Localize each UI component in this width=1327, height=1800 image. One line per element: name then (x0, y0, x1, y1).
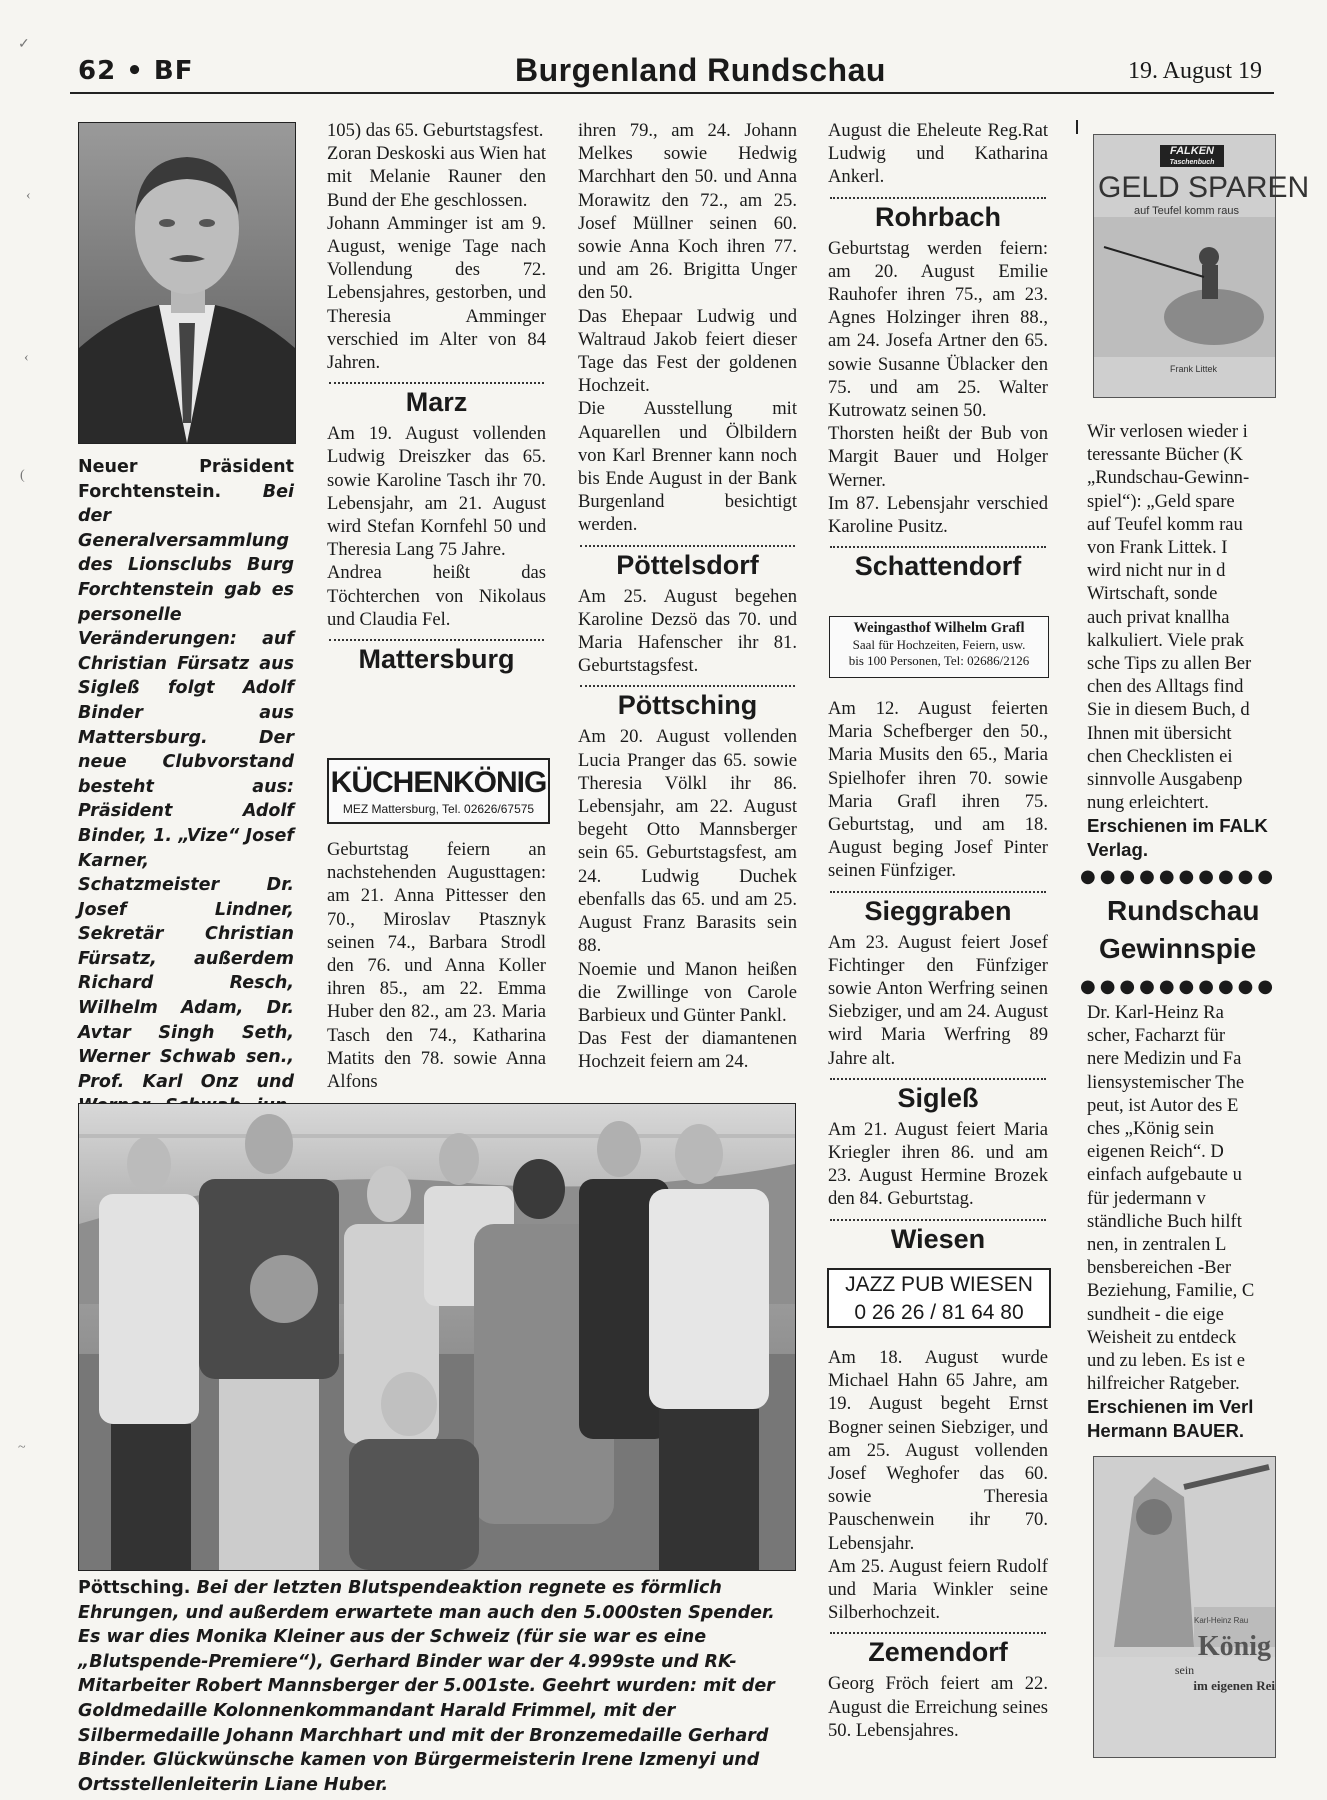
sidebar-line: ches „König sein (1087, 1118, 1215, 1140)
ad-line: bis 100 Personen, Tel: 02686/2126 (848, 653, 1030, 668)
scan-speck: ~ (18, 1440, 26, 1455)
caption-text: Bei der Generalversammlung des Lionsclubs Burg Forchtenstein gab es personelle Veränderungen: auf Christian Fürsatz aus Sigleß folgt Adolf Binder aus Mattersburg. Der neue Clubvorstand besteht aus: Präsident Adolf Binder, 1. „Vize“ Josef Karner, Schatzmeister Dr. Josef Lindner, Sekretär Christian Fürsatz, außerdem Richard Resch, Wilhelm Adam, Dr. Avtar Singh Seth, Werner Schwab sen., Prof. Karl Onz und (78, 481, 294, 1092)
article-text: Am 12. August feierten Maria Schefberger den 50., Maria Musits den 65., Maria Spielhofer ihren 70. sowie Maria Grafl ihren 75. Geburtstag, und am 18. August beging Josef Pinter seinen Fünfziger. (828, 698, 1048, 882)
article-text: ihren 79., am 24. Johann Melkes sowie Hedwig Marchhart den 50. und Anna Morawitz den 72., am 25. Josef Müllner seinen 60. sowie Anna Koch ihren 77. und am 26. Brigitta Unger den 50. (578, 120, 797, 304)
sidebar-heading-rundschau: Rundschau (1107, 895, 1260, 926)
dotted-divider (329, 639, 544, 641)
column-4-bottom (828, 1346, 1048, 1742)
sidebar-text-2 (1087, 1001, 1274, 1442)
ad-title: Weingasthof Wilhelm Grafl (853, 620, 1025, 636)
section-heading-poettelsdorf: Pöttelsdorf (616, 549, 759, 580)
newspaper-title: Burgenland Rundschau (515, 52, 886, 88)
sidebar-line: Verlag. (1087, 838, 1148, 860)
article-text: Geburtstag feiern an nachstehenden Augusttagen: am 21. Anna Pittesser den 70., Miroslav Ptasznyk seinen 74., Barbara Strodl den 76. und Anna Koller ihren 85., am 22. Emma Huber den 82., am 23. Maria Tasch den 74., Katharina Matits den 78. sowie Anna Alfons (327, 839, 546, 1093)
book-cover-koenig (1093, 1456, 1276, 1758)
sidebar-line: eigenen Reich“. D (1087, 1141, 1224, 1163)
book-title: GELD SPAREN (1098, 171, 1310, 204)
book-title: König (1197, 1631, 1271, 1662)
column-2 (327, 119, 546, 679)
article-text: Am 19. August vollenden Ludwig Dreiszker das 65. sowie Karoline Tasch ihr 70. Lebensjahr, am 21. August wird Stefan Kornfehl 50 und Theresia Lang 75 Jahre. (327, 423, 546, 561)
group-photo-caption (78, 1576, 794, 1797)
sidebar-line: und zu leben. Es ist e (1087, 1350, 1246, 1372)
book-subtitle: auf Teufel komm raus (1134, 205, 1239, 217)
sidebar-line: Ihnen mit übersicht (1087, 722, 1232, 744)
sidebar-line: auch privat knallha (1087, 606, 1230, 628)
article-text: Die Ausstellung mit Aquarellen und Ölbildern von Karl Brenner kann noch bis Ende August in der Bank Burgenland besichtigt werden. (578, 398, 797, 536)
sidebar-line: Dr. Karl-Heinz Ra (1087, 1002, 1224, 1023)
dotted-divider (830, 1219, 1046, 1221)
article-text: Am 23. August feiert Josef Fichtinger den Fünfziger sowie Anton Werfring seinen Siebziger, und am 24. August wird Maria Werfring 89 Jahre alt. (828, 931, 1048, 1069)
dotted-divider (830, 891, 1046, 893)
article-text: Georg Fröch feiert am 22. August die Erreichung seines 50. Lebensjahres. (828, 1673, 1048, 1741)
sidebar-line: Wirtschaft, sonde (1087, 583, 1218, 605)
section-heading-rohrbach: Rohrbach (874, 201, 1001, 232)
caption-text: Bei der letzten Blutspendeaktion regnete es förmlich Ehrungen, und außerdem erwartete man auch den 5.000sten Spender. Es war dies Monika Kleiner aus der Schweiz (für sie war es eine „Blutspende-Premiere“), Gerhard Binder war der 4.999ste und RK-Mitarbeiter Robert Mannsberger der 5.001ste. Geehrt wurden: mit der Goldmedaille Kolonnenkommandant Harald Frimmel, mit der Silbermedaille Johann Marchhart und mit der Bronzemedaille Gerhard Binder. Glückwünsche kamen von Bürgermeisterin Irene Izmenyi und Ortsstellenleiterin Liane Huber. (78, 1578, 775, 1795)
article-text: Am 20. August vollenden Lucia Pranger das 65. sowie Theresia Völkl ihr 86. Lebensjahr, am 22. August begeht Otto Mannsberger sein 65. Geburtstagsfest, am 24. Ludwig Duchek ebenfalls das 65. und am 25. August Franz Barasits sein 88. (578, 726, 797, 957)
issue-date: 19. August 19 (1128, 58, 1263, 84)
scan-speck: ✓ (18, 37, 30, 52)
article-text: 105) das 65. Geburtstagsfest. (327, 120, 544, 141)
book-illustration (1094, 1457, 1275, 1657)
article-text: Im 87. Lebensjahr verschied Karoline Pusitz. (828, 492, 1048, 538)
sidebar-line: von Frank Littek. I (1087, 537, 1228, 559)
sidebar-line: teressante Bücher (K (1087, 444, 1243, 466)
sidebar-line: auf Teufel komm rau (1087, 513, 1243, 535)
sidebar-tick (1076, 120, 1078, 134)
sidebar-line: nung erleichtert. (1087, 792, 1209, 814)
sidebar-text-1 (1087, 420, 1274, 861)
sidebar-line: „Rundschau-Gewinn- (1087, 467, 1250, 489)
column-3 (578, 119, 797, 1074)
ad-jazz-pub (827, 1268, 1051, 1328)
sidebar-line: scher, Facharzt für (1087, 1025, 1226, 1047)
column-4 (828, 119, 1048, 586)
scan-speck: ‹ (26, 188, 31, 203)
article-text: August die Eheleute Reg.Rat Ludwig und Katharina Ankerl. (828, 120, 1048, 188)
article-text: Johann Amminger ist am 9. August, wenige Tage nach Vollendung des 72. Lebensjahres, gestorben, und Theresia Amminger verschied im Alter von 84 Jahren. (327, 212, 546, 374)
dotted-divider (580, 685, 795, 687)
scan-speck: ‹ (24, 350, 29, 365)
book-author: Karl-Heinz Rau (1194, 1616, 1249, 1625)
sidebar-line: Erschienen im FALK (1087, 815, 1268, 837)
sidebar-line: für jedermann v (1087, 1187, 1206, 1209)
ad-line: Saal für Hochzeiten, Feiern, usw. (852, 637, 1026, 652)
ad-kuechenkoenig (327, 758, 550, 824)
book-subtitle: sein (1174, 1663, 1195, 1677)
sidebar-line: Weisheit zu entdeck (1087, 1326, 1237, 1348)
sidebar-line: Erschienen im Verl (1087, 1396, 1254, 1418)
dotted-divider (830, 546, 1046, 548)
sidebar-line: Wir verlosen wieder i (1087, 421, 1248, 442)
sidebar-line: nen, in zentralen L (1087, 1234, 1227, 1256)
ad-title: JAZZ PUB WIESEN (845, 1273, 1033, 1296)
sidebar-line: wird nicht nur in d (1087, 560, 1226, 582)
dotted-divider (329, 382, 544, 384)
article-text: Noemie und Manon heißen die Zwillinge von Carole Barbieux und Günter Pankl. (578, 958, 797, 1026)
article-text: Am 25. August feiern Rudolf und Maria Winkler seine Silberhochzeit. (828, 1555, 1048, 1624)
sidebar-line: chen des Alltags find (1087, 676, 1244, 698)
section-heading-sieggraben: Sieggraben (864, 895, 1012, 926)
sidebar-line: sinnvolle Ausgabenp (1087, 769, 1243, 791)
portrait-caption (78, 455, 294, 1193)
page-number-section: 62 • BF (78, 56, 194, 86)
section-heading-zemendorf: Zemendorf (868, 1637, 1008, 1668)
sidebar-line: bensbereichen -Ber (1087, 1257, 1232, 1279)
sidebar-line: sche Tips zu allen Ber (1087, 653, 1252, 675)
section-heading-sigless: Sigleß (897, 1082, 979, 1113)
section-heading-wiesen: Wiesen (890, 1223, 986, 1254)
caption-lead: Pöttsching. (78, 1578, 191, 1598)
sidebar-line: Hermann BAUER. (1087, 1419, 1245, 1441)
article-text: Am 18. August wurde Michael Hahn 65 Jahre, am 19. August begeht Ernst Bogner seinen Siebziger, und am 25. August vollenden Josef Weghofer das 60. sowie Theresia Pauschenwein ihr 70. Lebensjahr. (828, 1347, 1048, 1554)
sidebar-line: sundheit - die eige (1087, 1303, 1224, 1325)
column-2-cont (327, 838, 546, 1093)
sidebar-line: Sie in diesem Buch, d (1087, 699, 1250, 721)
dotted-divider (830, 1078, 1046, 1080)
bullet-divider: ●●●●●●●●●● (1080, 866, 1278, 887)
bullet-divider: ●●●●●●●●●● (1080, 976, 1278, 997)
section-heading-marz: Marz (405, 387, 468, 418)
book-brand: FALKEN (1170, 145, 1214, 157)
portrait-photo (78, 122, 296, 444)
header-rule (70, 92, 1274, 94)
article-text: Zoran Deskoski aus Wien hat mit Melanie Rauner den Bund der Ehe geschlossen. (327, 143, 546, 211)
section-heading-poettsching: Pöttsching (617, 690, 758, 721)
article-text: Am 21. August feiert Maria Kriegler ihren 86. und am 23. August Hermine Brozek den 84. Geburtstag. (828, 1118, 1048, 1210)
book-illustration (1094, 217, 1275, 357)
article-text: Das Fest der diamantenen Hochzeit feiern am 24. (578, 1028, 797, 1073)
scan-speck: ( (20, 468, 25, 483)
dotted-divider (580, 545, 795, 547)
sidebar-line: chen Checklisten ei (1087, 745, 1233, 767)
sidebar-line: nere Medizin und Fa (1087, 1048, 1242, 1070)
caption-lead: Neuer Präsident Forchtenstein. (78, 457, 294, 502)
ad-brand: KÜCHENKÖNIG (330, 766, 547, 799)
ad-contact: MEZ Mattersburg, Tel. 02626/67575 (342, 802, 535, 816)
article-text: Das Ehepaar Ludwig und Waltraud Jakob feiert dieser Tage das Fest der goldenen Hochzeit. (578, 305, 797, 397)
dotted-divider (830, 197, 1046, 199)
sidebar-line: Beziehung, Familie, C (1087, 1280, 1255, 1302)
sidebar-line: hilfreicher Ratgeber. (1087, 1373, 1240, 1395)
book-subtitle: im eigenen Rei (1193, 1678, 1275, 1693)
dotted-divider (830, 1632, 1046, 1634)
column-4-mid (828, 697, 1048, 1259)
section-heading-mattersburg: Mattersburg (358, 644, 515, 675)
book-cover-geld-sparen (1093, 134, 1310, 398)
sidebar-heading-gewinnspiel: Gewinnspie (1099, 933, 1257, 964)
article-text: Geburtstag werden feiern: am 20. August Emilie Rauhofer ihren 75., am 23. Agnes Holzinger ihren 88., am 24. Josefa Artner den 65. sowie Susanne Üblacker den 75. und am 25. Walter Kutrowatz seinen 50. (828, 237, 1048, 422)
sidebar-line: einfach aufgebaute u (1087, 1164, 1242, 1186)
sidebar-line: spiel“): „Geld spare (1087, 490, 1235, 512)
article-text: Thorsten heißt der Bub von Margit Bauer und Holger Werner. (828, 423, 1048, 491)
ad-phone: 0 26 26 / 81 64 80 (854, 1301, 1024, 1324)
sidebar-line: peut, ist Autor des E (1087, 1094, 1239, 1116)
article-text: Andrea heißt das Töchterchen von Nikolaus und Claudia Fel. (327, 562, 546, 630)
section-heading-schattendorf: Schattendorf (854, 551, 1022, 582)
group-photo (78, 1103, 796, 1571)
book-author: Frank Littek (1170, 364, 1218, 374)
sidebar-line: kalkuliert. Viele prak (1087, 629, 1245, 651)
ad-weingasthof (829, 616, 1049, 678)
book-brand-sub: Taschenbuch (1169, 159, 1215, 166)
sidebar-line: liensystemischer The (1087, 1071, 1245, 1093)
article-text: Am 25. August begehen Karoline Dezsö das 70. und Maria Hafenscher ihr 81. Geburtstagsfest. (578, 585, 797, 677)
sidebar-line: ständliche Buch hilft (1087, 1210, 1242, 1232)
